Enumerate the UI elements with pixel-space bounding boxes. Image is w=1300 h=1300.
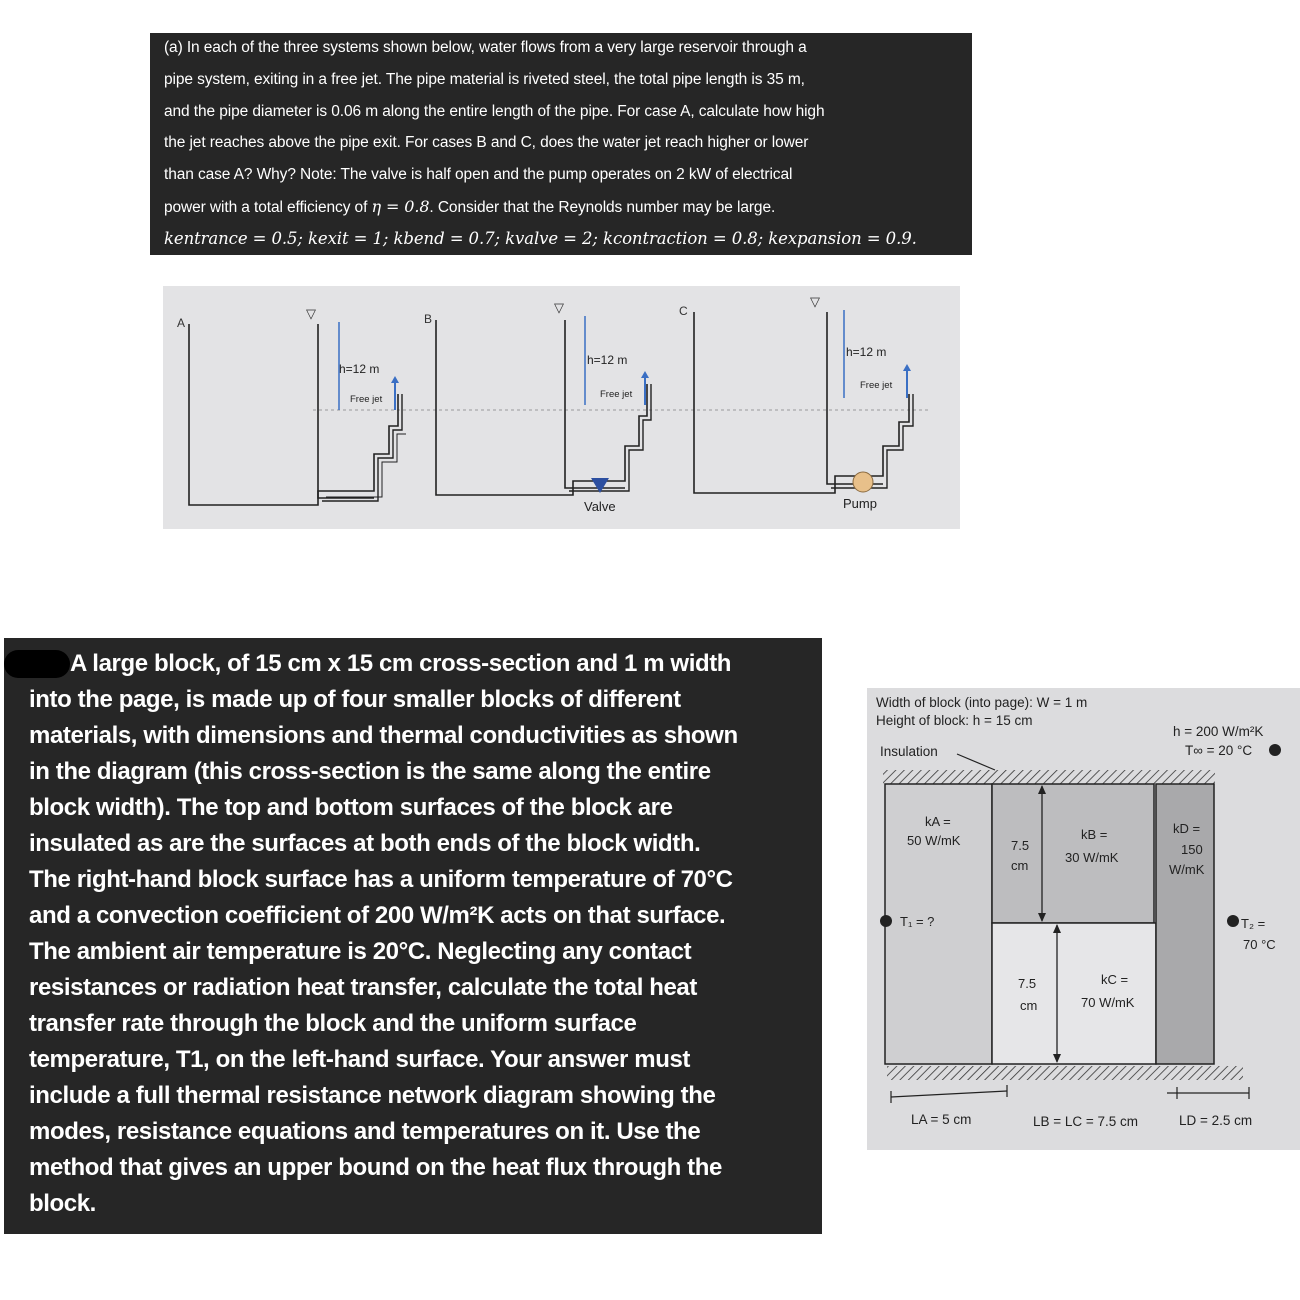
tank-a-right-wall: [318, 324, 374, 498]
water-surface-b-icon: ▽: [554, 300, 564, 315]
system-c: [679, 294, 913, 511]
heat-problem-line-15: method that gives an upper bound on the heat flux through the: [29, 1154, 722, 1181]
heat-problem-line-3: materials, with dimensions and thermal conductivities as shown: [29, 722, 738, 749]
block-d-k-label: kD =: [1173, 821, 1201, 836]
block-a-k-label: kA =: [925, 814, 951, 829]
heat-problem-line-9: The ambient air temperature is 20°C. Neglecting any contact: [29, 938, 692, 965]
pipe-systems-drawing: [163, 286, 960, 529]
tank-b-outline: [436, 320, 647, 495]
free-jet-label-a: Free jet: [350, 394, 383, 405]
pump-label: Pump: [843, 496, 877, 511]
free-jet-label-c: Free jet: [860, 380, 893, 391]
heat-problem-line-14: modes, resistance equations and temperatures on it. Use the: [29, 1118, 701, 1145]
insulation-label: Insulation: [880, 744, 938, 759]
ambient-node-icon: [1269, 744, 1281, 756]
jet-arrowhead-a: [391, 376, 399, 383]
pipe-a-inner: [326, 434, 406, 497]
fluid-problem-line-5: than case A? Why? Note: The valve is half open and the pump operates on 2 kW of electrical: [164, 166, 793, 183]
height-label-c: h=12 m: [846, 345, 887, 359]
block-width-label: Width of block (into page): W = 1 m: [876, 695, 1088, 710]
redaction-mark: [4, 650, 70, 678]
t2-value: 70 °C: [1243, 937, 1276, 952]
heat-problem-line-16: block.: [29, 1190, 96, 1217]
height-label-b: h=12 m: [587, 353, 628, 367]
case-a-label: A: [177, 316, 186, 330]
height-label-a: h=12 m: [339, 362, 380, 376]
heat-problem-line-10: resistances or radiation heat transfer, calculate the total heat: [29, 974, 697, 1001]
heat-problem-line-2: into the page, is made up of four smaller blocks of different: [29, 686, 681, 713]
heat-problem-line-1: A large block, of 15 cm x 15 cm cross-section and 1 m width: [70, 650, 732, 677]
free-jet-label-b: Free jet: [600, 389, 633, 400]
heat-transfer-problem-panel: [4, 638, 822, 1234]
t2-node-icon: [1227, 915, 1239, 927]
loss-coefficients-line: kentrance = 0.5; kexit = 1; kbend = 0.7; kvalve = 2; kcontraction = 0.8; kexpansion = 0.9.: [164, 229, 917, 248]
top-insulation: [883, 770, 1215, 784]
bottom-insulation: [887, 1066, 1243, 1080]
block-b-k-value: 30 W/mK: [1065, 850, 1119, 865]
efficiency-suffix: . Consider that the Reynolds number may be large.: [429, 199, 776, 216]
heat-problem-line-7: The right-hand block surface has a uniform temperature of 70°C: [29, 866, 733, 893]
heat-problem-line-6: insulated as are the surfaces at both ends of the block width.: [29, 830, 701, 857]
t2-label: T₂ =: [1241, 916, 1266, 931]
jet-arrowhead-b: [641, 371, 649, 378]
heat-problem-line-4: in the diagram (this cross-section is the same along the entire: [29, 758, 711, 785]
efficiency-prefix: power with a total efficiency of: [164, 199, 372, 216]
lower-height-value: 7.5: [1018, 976, 1037, 991]
ambient-temperature-label: T∞ = 20 °C: [1185, 743, 1253, 758]
block-d-k-value: 150: [1181, 842, 1203, 857]
heat-problem-line-12: temperature, T1, on the left-hand surface. Your answer must: [29, 1046, 690, 1073]
upper-height-unit: cm: [1011, 858, 1029, 873]
heat-problem-line-8: and a convection coefficient of 200 W/m²K acts on that surface.: [29, 902, 726, 929]
heat-problem-line-13: include a full thermal resistance network diagram showing the: [29, 1082, 716, 1109]
lb-lc-label: LB = LC = 7.5 cm: [1033, 1114, 1139, 1129]
pipe-c: [831, 394, 913, 488]
system-b: [424, 300, 651, 514]
block-height-label: Height of block: h = 15 cm: [876, 713, 1033, 728]
block-c-k-value: 70 W/mK: [1081, 995, 1135, 1010]
case-c-label: C: [679, 304, 688, 318]
composite-block-drawing: [867, 688, 1300, 1150]
jet-arrowhead-c: [903, 364, 911, 371]
fluid-problem-line-2: pipe system, exiting in a free jet. The pipe material is riveted steel, the total pipe length is 35 m,: [164, 71, 805, 88]
fluid-problem-line-1: (a) In each of the three systems shown below, water flows from a very large reservoir through a: [164, 39, 807, 56]
block-b-k-label: kB =: [1081, 827, 1108, 842]
valve-label: Valve: [584, 499, 616, 514]
block-c-k-label: kC =: [1101, 972, 1129, 987]
case-b-label: B: [424, 312, 433, 326]
fluid-problem-panel: [150, 33, 972, 255]
block-d-k-unit: W/mK: [1169, 862, 1205, 877]
efficiency-value: η = 0.8: [371, 197, 430, 216]
la-dimension-arrow: [891, 1091, 1007, 1097]
block-a-k-value: 50 W/mK: [907, 833, 961, 848]
t1-label: T₁ = ?: [900, 914, 935, 929]
ld-label: LD = 2.5 cm: [1179, 1113, 1253, 1128]
insulation-pointer: [957, 754, 995, 770]
tank-c-outline: [694, 312, 909, 493]
water-surface-a-icon: ▽: [306, 306, 316, 321]
t1-node-icon: [880, 915, 892, 927]
heat-problem-line-11: transfer rate through the block and the uniform surface: [29, 1010, 637, 1037]
block-c: [992, 923, 1156, 1064]
tank-c-right-wall: [827, 312, 883, 484]
la-label: LA = 5 cm: [911, 1112, 972, 1127]
system-a: [177, 306, 406, 505]
pump-icon: [853, 472, 873, 492]
tank-b-right-wall: [565, 320, 628, 488]
composite-block-figure: [867, 688, 1300, 1150]
heat-problem-line-5: block width). The top and bottom surfaces of the block are: [29, 794, 673, 821]
upper-height-value: 7.5: [1011, 838, 1030, 853]
water-surface-c-icon: ▽: [810, 294, 820, 309]
fluid-problem-line-3: and the pipe diameter is 0.06 m along the entire length of the pipe. For case A, calculate how high: [164, 103, 825, 120]
tank-a-outline: [189, 324, 398, 505]
pipe-systems-figure: [163, 286, 960, 529]
lower-height-unit: cm: [1020, 998, 1038, 1013]
convection-coefficient-label: h = 200 W/m²K: [1173, 724, 1264, 739]
fluid-problem-line-4: the jet reaches above the pipe exit. For cases B and C, does the water jet reach higher or lower: [164, 134, 809, 151]
fluid-problem-line-6: [164, 197, 775, 217]
